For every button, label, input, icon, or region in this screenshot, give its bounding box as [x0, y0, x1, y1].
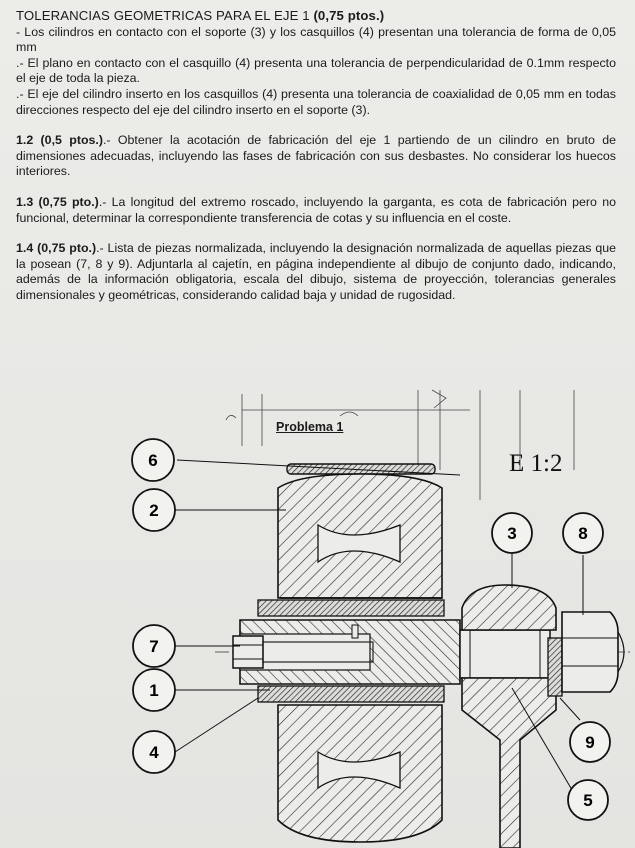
problem-label: Problema 1 [276, 420, 344, 434]
svg-text:9: 9 [585, 733, 595, 752]
title-text: TOLERANCIAS GEOMETRICAS PARA EL EJE 1 [16, 8, 314, 23]
part-4-upper-bushing [258, 600, 444, 616]
svg-text:3: 3 [507, 524, 517, 543]
svg-text:5: 5 [583, 791, 593, 810]
svg-text:1: 1 [149, 681, 159, 700]
title-points: (0,75 ptos.) [313, 8, 385, 23]
tolerance-perpendicularity: .- El plano en contacto con el casquillo (4) presenta una tolerancia de perpendicularidad de 0.1mm respecto el eje de toda la pieza. [16, 55, 616, 86]
assembly-drawing [0, 380, 635, 848]
section-1-2-number: 1.2 (0,5 ptos.) [16, 133, 103, 148]
balloon-4 [133, 731, 175, 773]
balloon-9 [570, 722, 610, 762]
svg-text:2: 2 [149, 501, 159, 520]
part-4-lower-bushing [258, 686, 444, 702]
assembly-section-view [0, 380, 635, 848]
svg-text:4: 4 [149, 743, 159, 762]
tolerance-form: - Los cilindros en contacto con el soporte (3) y los casquillos (4) presentan una tolerancia de forma de 0,05 mm [16, 24, 616, 55]
balloon-3 [492, 513, 532, 553]
svg-text:8: 8 [578, 524, 588, 543]
balloon-8 [563, 513, 603, 553]
balloon-5 [568, 780, 608, 820]
section-1-4 [16, 241, 616, 303]
section-1-4-text: .- Lista de piezas normalizada, incluyendo la designación normalizada de aquellas piezas que la posean (7, 8 y 9). Adjuntarla al cajetín, en página independiente al dibujo de conjunto dado, indicando, además de la información obligatoria, escala del dibujo, sistema de proyección, tolerancias generales dimensionales y geométricas, considerando calidad baja y unidad de rugosidad. [16, 241, 616, 302]
section-title [16, 8, 616, 24]
part-2-lower-wheel [278, 705, 442, 842]
section-1-2-text: .- Obtener la acotación de fabricación del eje 1 partiendo de un cilindro en bruto de dimensiones adecuadas, incluyendo las fases de fabricación con sus desbastes. No considerar los huecos interiores. [16, 133, 617, 179]
section-1-3-text: .- La longitud del extremo roscado, incluyendo la garganta, es cota de fabricación pero no funcional, determinar la correspondiente transferencia de cotas y su influencia en el coste. [16, 194, 616, 225]
exam-text [16, 8, 616, 304]
part-9-washer [548, 638, 562, 696]
section-1-3-number: 1.3 (0,75 pto.) [16, 194, 99, 209]
scale-label: E 1:2 [509, 450, 563, 477]
balloon-2 [133, 489, 175, 531]
part-3-support [462, 585, 556, 848]
section-1-4-number: 1.4 (0,75 pto.) [16, 241, 97, 256]
part-8-nut [562, 612, 624, 692]
svg-text:6: 6 [148, 451, 158, 470]
balloon-7 [133, 625, 175, 667]
tolerance-coaxiality: .- El eje del cilindro inserto en los casquillos (4) presenta una tolerancia de coaxialidad de 0,05 mm en todas direcciones respecto del eje del cilindro inserto en el soporte (3). [16, 86, 616, 117]
part-2-upper-wheel [278, 474, 442, 598]
section-1-3 [16, 195, 616, 226]
balloon-6 [132, 439, 174, 481]
section-1-2 [16, 133, 616, 180]
balloon-1 [133, 669, 175, 711]
svg-text:7: 7 [149, 637, 159, 656]
